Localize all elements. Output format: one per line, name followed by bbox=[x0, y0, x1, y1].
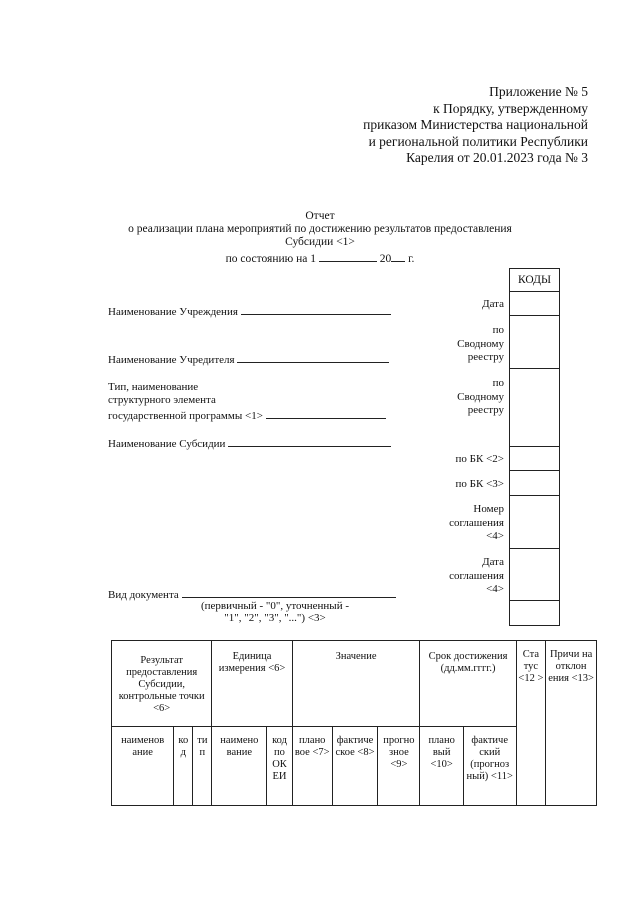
code-cell-bk2[interactable] bbox=[510, 447, 559, 471]
sub-forecast: прогно зное <9> bbox=[378, 727, 420, 806]
code-label-bk3: по БК <3> bbox=[455, 478, 504, 490]
registry-2-line-2: Сводному bbox=[457, 390, 504, 403]
program-field bbox=[108, 408, 386, 423]
agr-num-line-1: Номер bbox=[473, 503, 504, 515]
institution-blank[interactable] bbox=[241, 304, 391, 315]
institution-label: Наименование Учреждения bbox=[108, 306, 238, 318]
report-title: Отчет bbox=[305, 210, 335, 222]
sub-fact: фактиче ское <8> bbox=[332, 727, 377, 806]
appendix-line-2: к Порядку, утвержденному bbox=[433, 100, 588, 116]
code-label-registry-2 bbox=[404, 377, 504, 418]
results-table bbox=[111, 640, 597, 806]
code-cell-registry-2[interactable] bbox=[510, 369, 559, 447]
header-term: Срок достижения (дд.мм.гггг.) bbox=[420, 641, 516, 727]
sub-unit-name: наимено вание bbox=[212, 727, 267, 806]
registry-1-line-1: по bbox=[492, 324, 504, 336]
founder-blank[interactable] bbox=[237, 352, 389, 363]
code-cell-agreement-date[interactable] bbox=[510, 549, 559, 601]
registry-1-line-3: реестру bbox=[467, 351, 504, 363]
date-day-blank[interactable] bbox=[319, 251, 377, 262]
report-subsidy: Субсидии <1> bbox=[285, 236, 355, 248]
registry-2-line-3: реестру bbox=[467, 404, 504, 416]
appendix-line-1: Приложение № 5 bbox=[489, 84, 588, 99]
sub-plan-date: плано вый <10> bbox=[420, 727, 463, 806]
code-cell-agreement-number[interactable] bbox=[510, 496, 559, 549]
code-cell-date[interactable] bbox=[510, 292, 559, 316]
appendix-line-4: и региональной политики Республики bbox=[368, 133, 588, 149]
sub-okei: код по ОК ЕИ bbox=[267, 727, 292, 806]
code-cell-registry-1[interactable] bbox=[510, 316, 559, 369]
code-cell-bk3[interactable] bbox=[510, 471, 559, 496]
agr-date-line-3: <4> bbox=[486, 583, 504, 595]
doc-type-label: Вид документа bbox=[108, 589, 179, 601]
report-subtitle: о реализации плана мероприятий по достижению результатов предоставления bbox=[128, 223, 512, 235]
header-value: Значение bbox=[292, 641, 420, 727]
code-label-agreement-date bbox=[404, 556, 504, 597]
code-label-date: Дата bbox=[482, 298, 504, 310]
report-date-line bbox=[0, 251, 640, 267]
registry-1-line-2: Сводному bbox=[457, 337, 504, 350]
code-label-registry-1 bbox=[404, 324, 504, 365]
appendix-line-5: Карелия от 20.01.2023 года № 3 bbox=[406, 150, 588, 165]
registry-2-line-1: по bbox=[492, 377, 504, 389]
date-mid: 20 bbox=[379, 253, 392, 265]
table-header-row bbox=[112, 641, 597, 727]
header-reason: Причи на отклон ения <13> bbox=[546, 641, 597, 806]
date-suffix: г. bbox=[408, 253, 415, 265]
code-label-agreement-number bbox=[404, 503, 504, 544]
founder-field bbox=[108, 352, 389, 367]
agr-date-line-1: Дата bbox=[482, 556, 504, 568]
header-unit: Единица измерения <6> bbox=[212, 641, 292, 727]
doc-type-note-2: "1", "2", "3", "...") <3> bbox=[224, 612, 326, 624]
subsidy-label: Наименование Субсидии bbox=[108, 438, 226, 450]
agr-num-line-3: <4> bbox=[486, 530, 504, 542]
agr-num-line-2: соглашения bbox=[449, 516, 504, 529]
program-label-3: государственной программы <1> bbox=[108, 410, 263, 422]
doc-type-note-1: (первичный - "0", уточненный - bbox=[201, 600, 349, 612]
codes-header: КОДЫ bbox=[510, 269, 559, 292]
subsidy-field bbox=[108, 436, 391, 451]
header-result: Результат предоставления Субсидии, контрольные точки <6> bbox=[112, 641, 212, 727]
sub-type: ти п bbox=[193, 727, 212, 806]
sub-name: наименов ание bbox=[112, 727, 174, 806]
appendix-line-3: приказом Министерства национальной bbox=[363, 117, 588, 132]
sub-plan: плано вое <7> bbox=[292, 727, 332, 806]
date-year-blank[interactable] bbox=[391, 251, 405, 262]
institution-field bbox=[108, 304, 391, 319]
sub-fact-date: фактиче ский (прогноз ный) <11> bbox=[463, 727, 516, 806]
code-label-bk2: по БК <2> bbox=[455, 453, 504, 465]
header-status: Ста тус <12 > bbox=[516, 641, 546, 806]
date-prefix: по состоянию на 1 bbox=[225, 253, 316, 265]
program-label-1: Тип, наименование bbox=[108, 381, 199, 393]
doc-type-blank[interactable] bbox=[182, 587, 396, 598]
codes-column bbox=[509, 268, 560, 626]
program-label-2: структурного элемента bbox=[108, 394, 216, 406]
program-blank[interactable] bbox=[266, 408, 386, 419]
appendix-header bbox=[363, 84, 588, 167]
code-cell-doc-type[interactable] bbox=[510, 601, 559, 626]
subsidy-blank[interactable] bbox=[228, 436, 391, 447]
sub-code: ко д bbox=[174, 727, 193, 806]
agr-date-line-2: соглашения bbox=[449, 569, 504, 582]
founder-label: Наименование Учредителя bbox=[108, 354, 235, 366]
